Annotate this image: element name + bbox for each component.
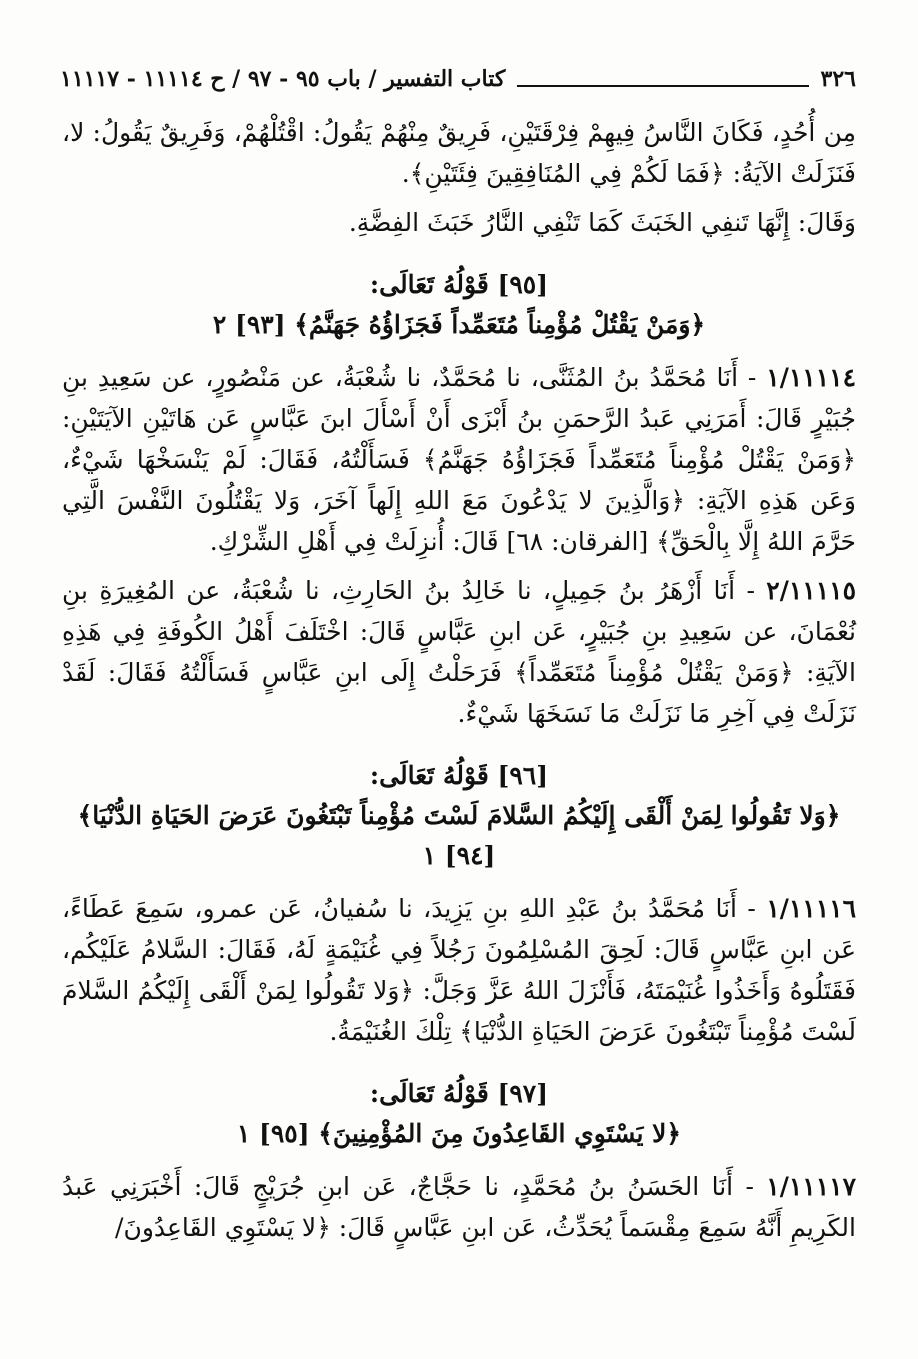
section-96	[62, 756, 856, 1052]
page-body	[62, 112, 856, 1256]
hadith-entry	[62, 888, 856, 1052]
section-heading: [٩٥] قَوْلُهُ تَعَالَى:	[369, 270, 549, 299]
hadith-entry	[62, 357, 856, 562]
header-rule	[517, 71, 808, 87]
hadith-number: ١/١١١١٧	[766, 1172, 856, 1201]
hadith-entry	[62, 1166, 856, 1248]
hadith-entry	[62, 570, 856, 734]
paragraph: وَقَالَ: إِنَّهَا تَنفِي الخَبَثَ كَمَا تَنْفِي النَّارُ خَبَثَ الفِضَّةِ.	[348, 208, 856, 237]
section-97	[62, 1074, 856, 1248]
hadith-number: ٢/١١١١٥	[766, 576, 856, 605]
hadith-text: - أَنَا أَزْهَرُ بنُ جَمِيلٍ، نا خَالِدُ بنُ الحَارِثِ، نا شُعْبَةُ، عن المُغِيرَةِ بنِ نُعْمَانَ، عن سَعِيدِ بنِ جُبَيْرٍ، عَن ابنِ عَبَّاسٍ قَالَ: اخْتَلَفَ أَهْلُ الكُوفَةِ فِي هَذِهِ الآيَةِ: ﴿وَمَنْ يَقْتُلْ مُؤْمِناً مُتَعَمِّداً﴾ فَرَحَلْتُ إِلَى ابنِ عَبَّاسٍ فَسَأَلْتُهُ فَقَالَ: لَقَدْ نَزَلَتْ فِي آخِرِ مَا نَزَلَتْ مَا نَسَخَهَا شَيْءٌ.	[62, 576, 856, 728]
ayah-quote: ﴿لا يَسْتَوِي القَاعِدُونَ مِنَ المُؤْمِنِينَ﴾ [٩٥] ١	[236, 1119, 682, 1148]
ayah-quote: ﴿وَمَنْ يَقْتُلْ مُؤْمِناً مُتَعَمِّداً فَجَزَاؤُهُ جَهَنَّمُ﴾ [٩٣] ٢	[212, 310, 706, 339]
hadith-text: - أَنَا الحَسَنُ بنُ مُحَمَّدٍ، نا حَجَّاجٌ، عَن ابنِ جُرَيْجٍ قَالَ: أَخْبَرَنِي عَبدُ الكَرِيمِ أَنَّهُ سَمِعَ مِقْسَماً يُحَدِّثُ، عَن ابنِ عَبَّاسٍ قَالَ: ﴿لا يَسْتَوِي القَاعِدُونَ/	[62, 1172, 856, 1242]
hadith-number: ١/١١١١٤	[766, 363, 856, 392]
hadith-text: - أَنَا مُحَمَّدُ بنُ المُثَنَّى، نا مُحَمَّدٌ، نا شُعْبَةُ، عن مَنْصُورٍ، عن سَعِيدِ بنِ جُبَيْرٍ قَالَ: أَمَرَنِي عَبدُ الرَّحمَنِ بنُ أَبْزَى أَنْ أَسْأَلَ ابنَ عَبَّاسٍ عَن هَاتَيْنِ الآيَتَيْنِ: ﴿وَمَنْ يَقْتُلْ مُؤْمِناً مُتَعَمِّداً فَجَزَاؤُهُ جَهَنَّمُ﴾ فَسَأَلْتُهُ، فَقَالَ: لَمْ يَنْسَخْهَا شَيْءٌ، وَعَن هَذِهِ الآيَةِ: ﴿وَالَّذِينَ لا يَدْعُونَ مَعَ اللهِ إِلَهاً آخَرَ، وَلا يَقْتُلُونَ النَّفْسَ الَّتِي حَرَّمَ اللهُ إِلَّا بِالْحَقِّ﴾ [الفرقان: ٦٨] قَالَ: أُنزِلَتْ فِي أَهْلِ الشِّرْكِ.	[62, 363, 856, 556]
section-heading: [٩٧] قَوْلُهُ تَعَالَى:	[369, 1079, 549, 1108]
section-heading: [٩٦] قَوْلُهُ تَعَالَى:	[369, 761, 549, 790]
page-number: ٣٢٦	[820, 66, 856, 92]
hadith-number: ١/١١١١٦	[766, 894, 857, 923]
section-95	[62, 265, 856, 734]
ayah-quote: ﴿وَلا تَقُولُوا لِمَنْ أَلْقَى إِلَيْكُمُ السَّلامَ لَسْتَ مُؤْمِناً تَبْتَغُونَ عَرَضَ الحَيَاةِ الدُّنْيَا﴾ [٩٤] ١	[77, 801, 841, 870]
running-title: كتاب التفسير / باب ٩٥ - ٩٧ / ح ١١١١٤ - ١١١١٧	[60, 66, 506, 92]
hadith-text: - أَنَا مُحَمَّدُ بنُ عَبْدِ اللهِ بنِ يَزِيدَ، نا سُفيانُ، عَن عمرو، سَمِعَ عَطَاءً، عَن ابنِ عَبَّاسٍ قَالَ: لَحِقَ المُسْلِمُونَ رَجُلاً فِي غُنَيْمَةٍ لَهُ، فَقَالَ: السَّلامُ عَلَيْكُم، فَقَتَلُوهُ وَأَخَذُوا غُنَيْمَتَهُ، فَأَنْزَلَ اللهُ عَزَّ وَجَلَّ: ﴿وَلا تَقُولُوا لِمَنْ أَلْقَى إِلَيْكُمُ السَّلامَ لَسْتَ مُؤْمِناً تَبْتَغُونَ عَرَضَ الحَيَاةِ الدُّنْيَا﴾ تِلْكَ الغُنَيْمَةُ.	[62, 894, 856, 1046]
running-header	[60, 62, 856, 96]
paragraph: مِن أُحُدٍ، فَكَانَ النَّاسُ فِيهِمْ فِرْقَتَيْنِ، فَرِيقٌ مِنْهُمْ يَقُولُ: اقْتُلْهُمْ، وَفَرِيقٌ يَقُولُ: لا، فَنَزَلَتْ الآيَةُ: ﴿فَمَا لَكُمْ فِي المُنَافِقِينَ فِئَتَيْنِ﴾.	[62, 118, 856, 188]
